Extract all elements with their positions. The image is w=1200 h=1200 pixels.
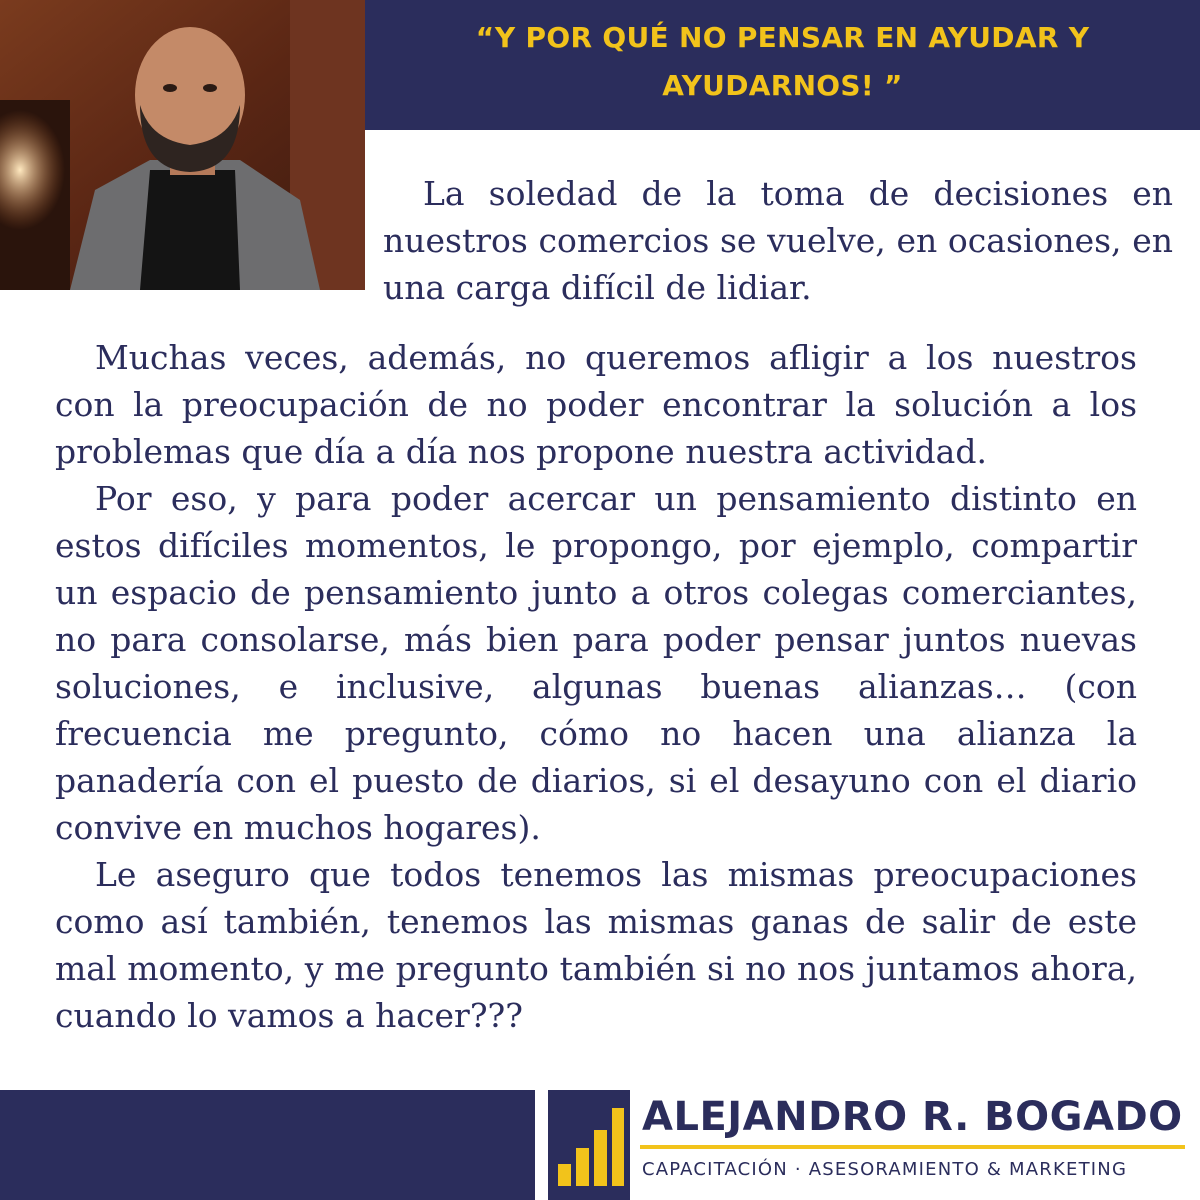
- author-photo: [0, 0, 365, 290]
- paragraph-2: Muchas veces, además, no queremos afligir a los nuestros con la preocupación de no poder encontrar la solución a los problemas que día a día nos propone nuestra actividad.: [55, 338, 1137, 471]
- page-title: [365, 14, 1200, 110]
- footer-band: [0, 1090, 535, 1200]
- article-body: [55, 334, 1137, 1039]
- paragraph-4: Le aseguro que todos tenemos las mismas preocupaciones como así también, tenemos las mismas ganas de salir de este mal momento, y me pregunto también si no nos juntamos ahora, cuando lo vamos a hacer???: [55, 855, 1137, 1035]
- brand-divider: [640, 1145, 1185, 1149]
- title-line-2: AYUDARNOS! ”: [662, 69, 903, 102]
- paragraph-1: La soledad de la toma de decisiones en nuestros comercios se vuelve, en ocasiones, en una carga difícil de lidiar.: [383, 174, 1173, 307]
- paragraph-3: Por eso, y para poder acercar un pensamiento distinto en estos difíciles momentos, le propongo, por ejemplo, compartir un espacio de pensamiento junto a otros colegas comerciantes, no para consolarse, más bien para poder pensar juntos nuevas soluciones, e inclusive, algunas buenas alianzas… (con frecuencia me pregunto, cómo no hacen una alianza la panadería con el puesto de diarios, si el desayuno con el diario convive en muchos hogares).: [55, 479, 1137, 847]
- brand-tagline: CAPACITACIÓN · ASESORAMIENTO & MARKETING: [642, 1159, 1128, 1180]
- title-line-1: “Y POR QUÉ NO PENSAR EN AYUDAR Y: [475, 21, 1090, 54]
- brand-name: ALEJANDRO R. BOGADO: [642, 1094, 1183, 1140]
- bar-chart-logo-icon: [548, 1090, 630, 1200]
